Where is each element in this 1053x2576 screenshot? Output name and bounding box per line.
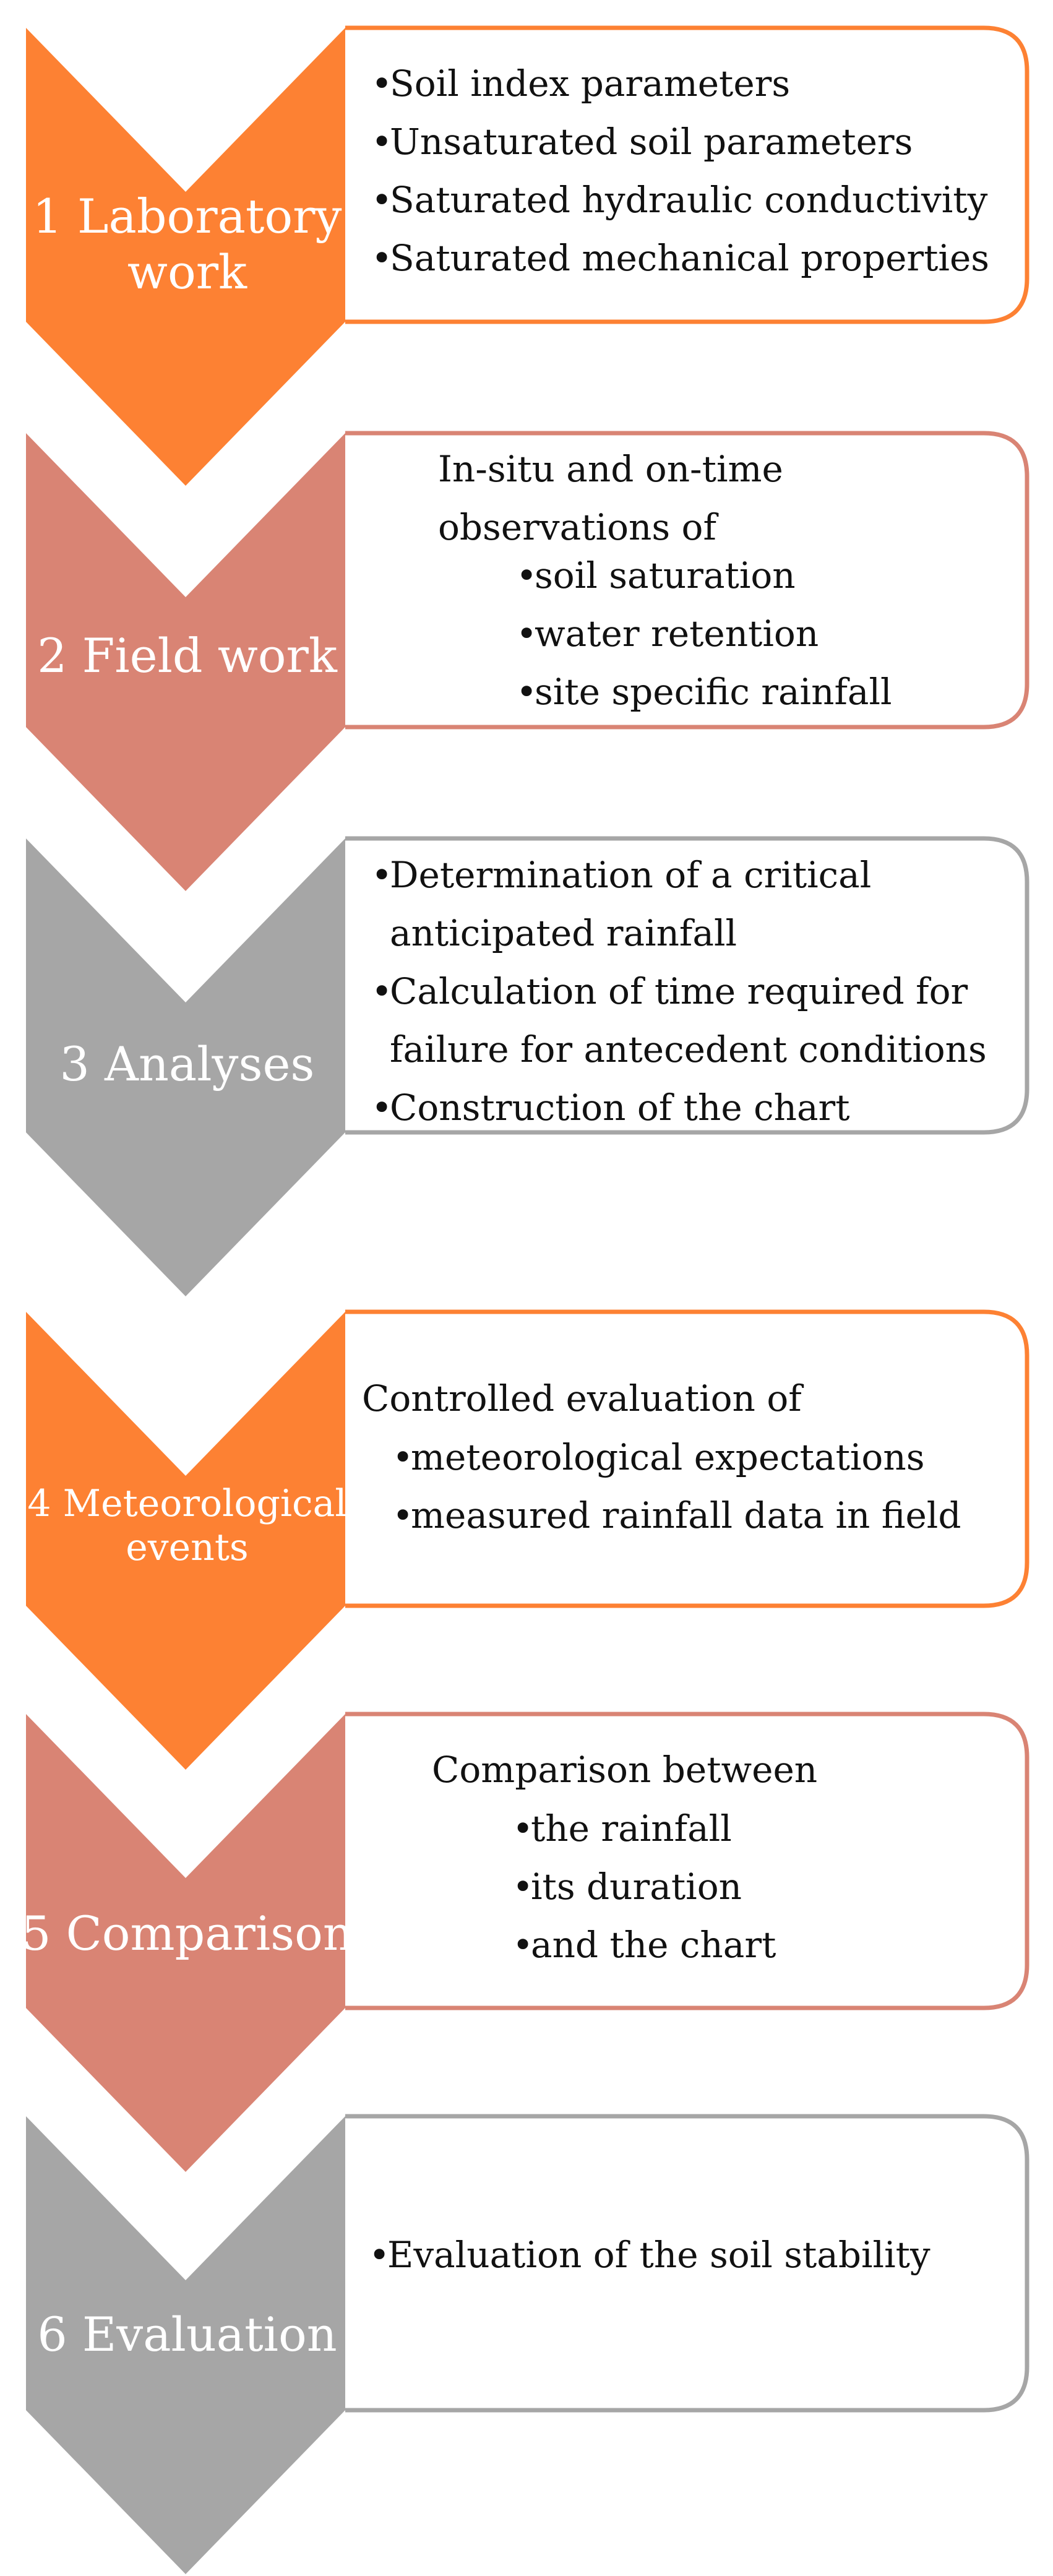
- step-4-label: [12, 1482, 362, 1570]
- step-4-label-line: events: [126, 1525, 249, 1569]
- step-3-item-cont: failure for antecedent conditions: [390, 1028, 987, 1070]
- step-4-list: [392, 1428, 961, 1544]
- step-5-label-line: 5 Comparison: [21, 1906, 353, 1961]
- step-3-label-line: 3 Analyses: [59, 1036, 315, 1092]
- step-2-heading-line: observations of: [438, 506, 716, 548]
- step-2-item: • site specific rainfall: [516, 663, 892, 721]
- step-4-item: • measured rainfall data in field: [392, 1486, 961, 1544]
- step-1-label: [12, 189, 362, 299]
- step-1-item: • Soil index parameters: [371, 54, 989, 113]
- step-4-label-line: 4 Meteorological: [27, 1482, 347, 1525]
- step-3-item: • Determination of a critical: [371, 846, 987, 904]
- step-2-list: [516, 546, 892, 721]
- step-2-text: [438, 440, 783, 556]
- step-2-label: [12, 628, 362, 684]
- step-5-item: • its duration: [512, 1858, 776, 1916]
- step-1-text: [371, 54, 989, 287]
- step-6-item: • Evaluation of the soil stability: [369, 2226, 931, 2284]
- step-3-item-cont: anticipated rainfall: [390, 912, 737, 954]
- step-1-item: • Saturated hydraulic conductivity: [371, 171, 989, 229]
- step-2-heading-line: In-situ and on-time: [438, 448, 783, 490]
- step-6-label: [12, 2307, 362, 2363]
- step-2-label-line: 2 Field work: [37, 628, 337, 683]
- step-5-label: [12, 1906, 362, 1962]
- step-1-label-line: work: [127, 244, 247, 299]
- step-6-text: [369, 2226, 931, 2284]
- step-6-label-line: 6 Evaluation: [37, 2307, 337, 2362]
- step-2-item: • soil saturation: [516, 546, 892, 605]
- step-4-item: • meteorological expectations: [392, 1428, 961, 1486]
- step-3-text: [371, 846, 987, 1137]
- step-5-list: [512, 1799, 776, 1974]
- step-4-heading: Controlled evaluation of: [362, 1377, 802, 1419]
- step-3-item: • Calculation of time required for: [371, 962, 987, 1020]
- step-1-item: • Saturated mechanical properties: [371, 229, 989, 287]
- step-5-item: • and the chart: [512, 1916, 776, 1974]
- step-5-item: • the rainfall: [512, 1799, 776, 1858]
- step-2-item: • water retention: [516, 605, 892, 663]
- step-3-item: • Construction of the chart: [371, 1079, 987, 1137]
- step-1-label-line: 1 Laboratory: [32, 189, 342, 244]
- step-1-item: • Unsaturated soil parameters: [371, 113, 989, 171]
- step-3-label: [12, 1036, 362, 1092]
- step-5-heading: Comparison between: [432, 1749, 818, 1791]
